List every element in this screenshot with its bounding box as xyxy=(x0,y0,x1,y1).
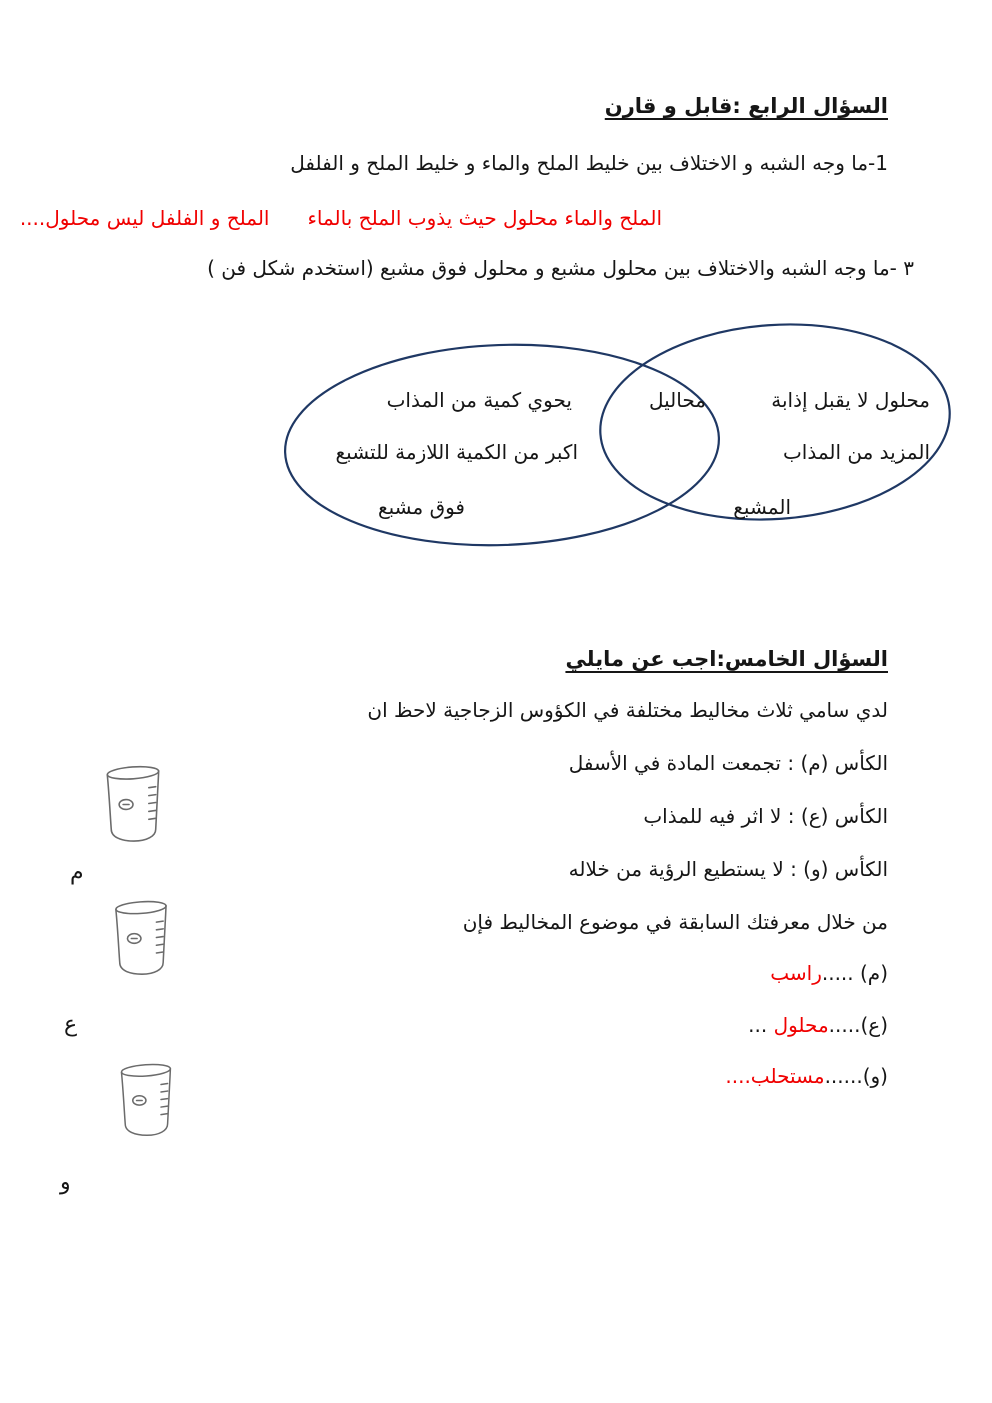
cup-waw-description: الكأس (و) : لا يستطيع الرؤية من خلاله xyxy=(568,857,888,881)
cup-m-description: الكأس (م) : تجمعت المادة في الأسفل xyxy=(568,751,888,775)
cup-ain-description: الكأس (ع) : لا اثر فيه للمذاب xyxy=(643,804,888,828)
beaker-icon xyxy=(106,897,174,979)
beaker-label-waw: و xyxy=(60,1170,71,1195)
answer-waw-label: (و)...... xyxy=(824,1064,888,1088)
venn-left-line2: اكبر من الكمية اللازمة للتشبع xyxy=(335,440,578,464)
question5-intro: لدي سامي ثلاث مخاليط مختلفة في الكؤوس الزجاجية لاحظ ان xyxy=(367,698,888,722)
answer-ain-tail: ... xyxy=(748,1013,774,1037)
venn-center-label: محاليل xyxy=(649,388,706,412)
beaker-ain-illustration xyxy=(106,897,174,979)
question4-item3-text: ٣ -ما وجه الشبه والاختلاف بين محلول مشبع و محلول فوق مشبع (استخدم شكل فن ) xyxy=(207,256,914,280)
question4-title: السؤال الرابع :قابل و قارن xyxy=(604,94,888,118)
answer-m-word: راسب xyxy=(770,961,822,985)
beaker-waw-illustration xyxy=(111,1060,179,1140)
answer-waw-word: مستحلب.... xyxy=(725,1064,825,1088)
beaker-icon xyxy=(97,762,167,846)
answer-waw-line xyxy=(725,1063,888,1090)
question4-item1-text: 1-ما وجه الشبه و الاختلاف بين خليط الملح والماء و خليط الملح و الفلفل xyxy=(290,151,888,175)
answer-ain-label: (ع)..... xyxy=(828,1013,888,1037)
beaker-label-m: م xyxy=(70,860,84,885)
question5-knowledge-text: من خلال معرفتك السابقة في موضوع المخاليط فإن xyxy=(462,910,888,934)
beaker-label-ain: ع xyxy=(64,1012,78,1037)
venn-right-line3: المشبع xyxy=(733,495,791,519)
venn-right-line1: محلول لا يقبل إذابة xyxy=(771,388,930,412)
beaker-m-illustration xyxy=(97,762,167,846)
answer-m-line xyxy=(770,960,888,987)
answer-ain-word: محلول xyxy=(773,1013,829,1037)
answer-ain-line xyxy=(748,1012,888,1039)
answer-part1: الملح والماء محلول حيث يذوب الملح بالماء xyxy=(307,206,662,230)
answer-part2: الملح و الفلفل ليس محلول.... xyxy=(19,206,270,230)
venn-left-line1: يحوي كمية من المذاب xyxy=(386,388,572,412)
venn-diagram xyxy=(272,312,964,560)
beaker-icon xyxy=(111,1060,179,1140)
answer-m-label: (م) ..... xyxy=(821,961,888,985)
venn-left-line3: فوق مشبع xyxy=(377,495,465,519)
question5-title: السؤال الخامس:اجب عن مايلي xyxy=(565,647,888,671)
venn-right-line2: المزيد من المذاب xyxy=(782,440,930,464)
question4-answer-text xyxy=(20,205,662,232)
